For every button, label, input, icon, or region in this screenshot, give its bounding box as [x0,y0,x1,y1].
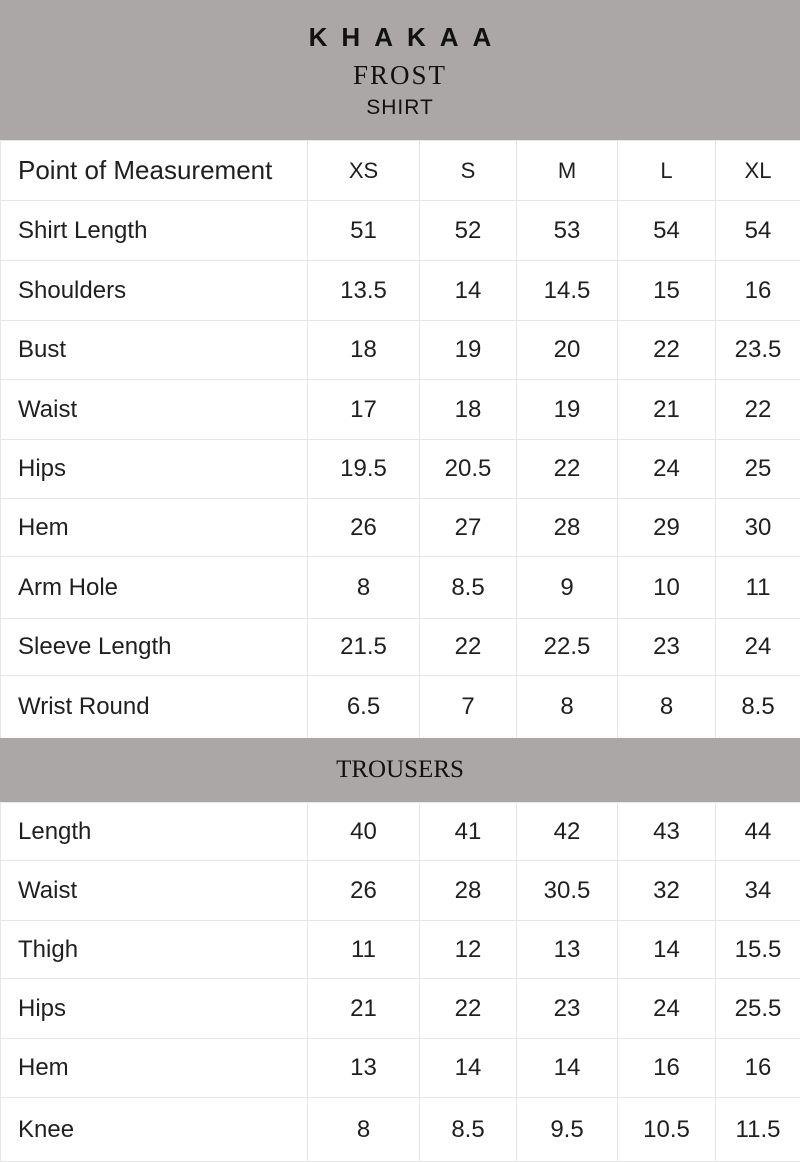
table-row [1,201,800,261]
table-row [1,1039,800,1098]
table-cell: 10.5 [618,1098,716,1162]
table-cell: 30.5 [517,861,618,921]
table-row [1,676,800,739]
table-cell: 42 [517,803,618,861]
row-label: Waist [1,380,308,440]
trousers-size-table [0,802,800,1162]
table-cell: 26 [308,499,420,557]
row-label: Shoulders [1,261,308,321]
table-cell: 54 [618,201,716,261]
table-cell: 13 [517,921,618,979]
table-cell: 44 [716,803,800,861]
row-label: Arm Hole [1,557,308,619]
table-cell: 32 [618,861,716,921]
row-label: Knee [1,1098,308,1162]
table-cell: 21.5 [308,619,420,676]
table-cell: 21 [618,380,716,440]
row-label: Wrist Round [1,676,308,739]
table-cell: 22.5 [517,619,618,676]
table-cell: 15.5 [716,921,800,979]
table-cell: 8.5 [716,676,800,739]
table-cell: 16 [716,261,800,321]
table-cell: 15 [618,261,716,321]
table-cell: 51 [308,201,420,261]
garment-title: SHIRT [0,96,800,120]
table-row [1,440,800,499]
header-banner [0,0,800,140]
table-cell: 13 [308,1039,420,1098]
table-cell: 11 [716,557,800,619]
table-cell: 8 [517,676,618,739]
row-label: Thigh [1,921,308,979]
row-label: Shirt Length [1,201,308,261]
table-cell: 8 [308,1098,420,1162]
table-row [1,861,800,921]
table-cell: 11 [308,921,420,979]
table-cell: 30 [716,499,800,557]
table-cell: 21 [308,979,420,1039]
table-row [1,803,800,861]
table-cell: 52 [420,201,517,261]
table-row [1,321,800,380]
table-cell: 53 [517,201,618,261]
table-cell: 23 [517,979,618,1039]
table-cell: 25 [716,440,800,499]
table-cell: 40 [308,803,420,861]
shirt-size-table [0,140,800,739]
row-label: Bust [1,321,308,380]
table-cell: 19 [420,321,517,380]
collection-title: FROST [0,60,800,91]
table-cell: 14 [618,921,716,979]
table-cell: 14 [420,261,517,321]
table-header-row [1,141,800,201]
table-cell: 22 [716,380,800,440]
table-cell: 28 [420,861,517,921]
table-cell: 22 [517,440,618,499]
brand-logo: KHAKAA [0,22,800,53]
table-cell: 13.5 [308,261,420,321]
table-cell: 11.5 [716,1098,800,1162]
table-cell: 8 [308,557,420,619]
table-cell: 8.5 [420,1098,517,1162]
row-label: Hem [1,499,308,557]
table-cell: 19.5 [308,440,420,499]
table-cell: 17 [308,380,420,440]
table-row [1,499,800,557]
table-cell: 22 [420,619,517,676]
table-cell: 18 [308,321,420,380]
table-row [1,619,800,676]
row-label: Hem [1,1039,308,1098]
table-cell: 22 [618,321,716,380]
table-cell: 20.5 [420,440,517,499]
column-header-xl: XL [716,141,800,201]
table-cell: 43 [618,803,716,861]
table-cell: 23.5 [716,321,800,380]
table-cell: 16 [716,1039,800,1098]
table-cell: 8.5 [420,557,517,619]
table-cell: 14.5 [517,261,618,321]
table-cell: 54 [716,201,800,261]
table-cell: 12 [420,921,517,979]
table-cell: 24 [716,619,800,676]
table-cell: 7 [420,676,517,739]
table-cell: 29 [618,499,716,557]
table-cell: 9.5 [517,1098,618,1162]
table-cell: 41 [420,803,517,861]
table-cell: 23 [618,619,716,676]
row-label: Hips [1,979,308,1039]
row-label: Length [1,803,308,861]
column-header-measurement: Point of Measurement [1,141,308,201]
table-cell: 6.5 [308,676,420,739]
row-label: Sleeve Length [1,619,308,676]
table-cell: 19 [517,380,618,440]
column-header-m: M [517,141,618,201]
table-cell: 24 [618,979,716,1039]
table-row [1,557,800,619]
row-label: Waist [1,861,308,921]
table-cell: 22 [420,979,517,1039]
table-cell: 8 [618,676,716,739]
table-row [1,921,800,979]
table-cell: 28 [517,499,618,557]
table-cell: 34 [716,861,800,921]
table-cell: 25.5 [716,979,800,1039]
table-cell: 18 [420,380,517,440]
column-header-xs: XS [308,141,420,201]
table-cell: 10 [618,557,716,619]
table-cell: 14 [517,1039,618,1098]
table-cell: 24 [618,440,716,499]
table-cell: 26 [308,861,420,921]
table-row [1,1098,800,1162]
table-cell: 20 [517,321,618,380]
table-cell: 14 [420,1039,517,1098]
table-row [1,979,800,1039]
table-cell: 16 [618,1039,716,1098]
column-header-s: S [420,141,517,201]
column-header-l: L [618,141,716,201]
table-cell: 9 [517,557,618,619]
table-row [1,380,800,440]
table-cell: 27 [420,499,517,557]
table-row [1,261,800,321]
trousers-section-title: TROUSERS [0,738,800,802]
row-label: Hips [1,440,308,499]
